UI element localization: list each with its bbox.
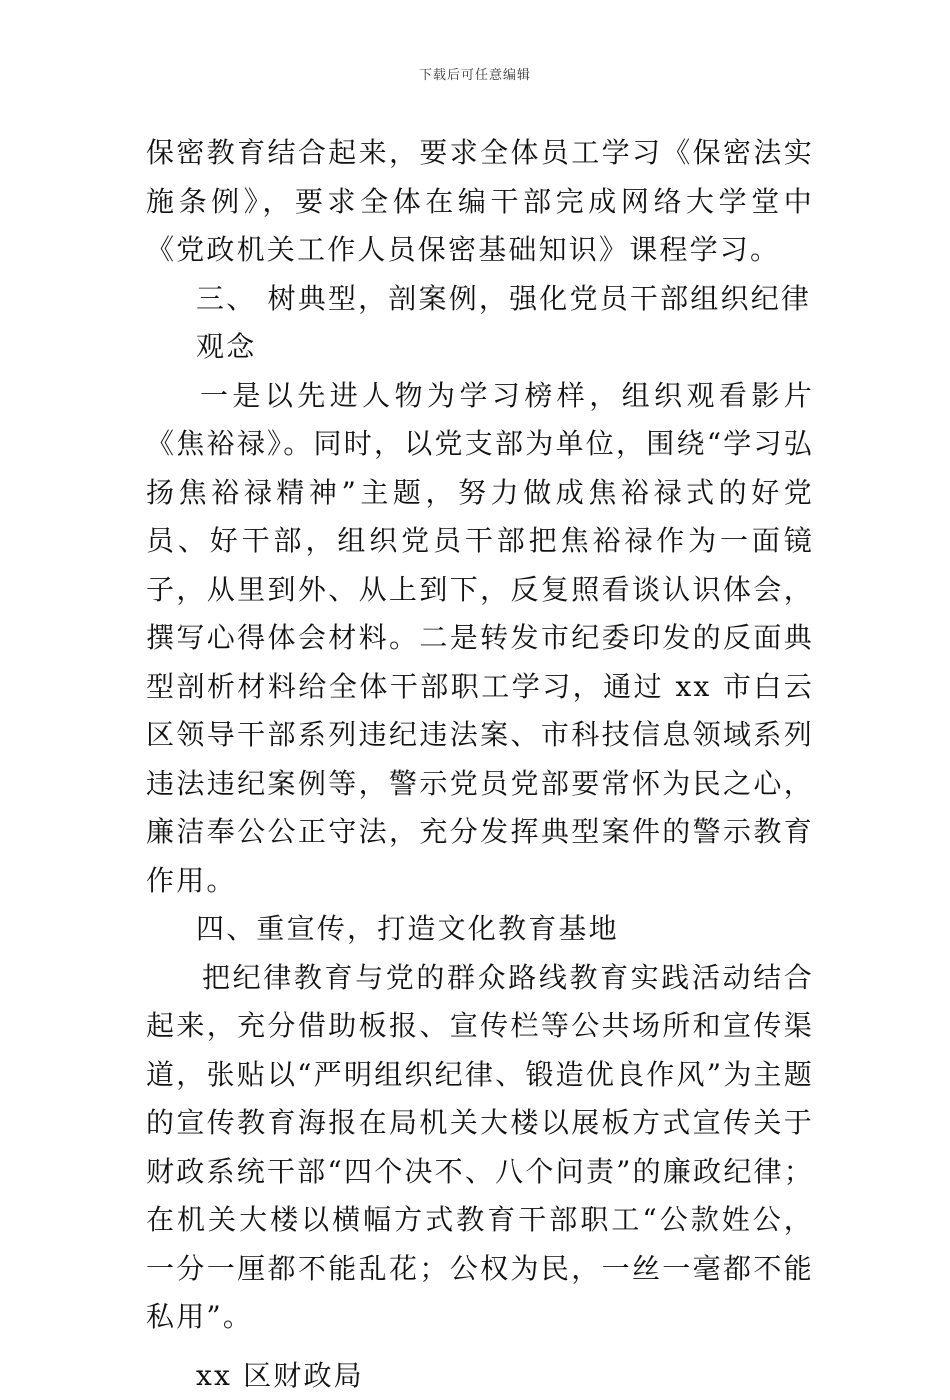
paragraph-confidentiality: 保密教育结合起来，要求全体员工学习《保密法实施条例》，要求全体在编干部完成网络大学堂中《党政机关工作人员保密基础知识》课程学习。 xyxy=(146,129,814,275)
section-heading-three: 三、 树典型，剖案例，强化党员干部组织纪律观念 xyxy=(146,275,814,372)
signature: xx 区财政局 xyxy=(146,1352,814,1400)
paragraph-publicity: 把纪律教育与党的群众路线教育实践活动结合起来，充分借助板报、宣传栏等公共场所和宣传渠道，张贴以“严明组织纪律、锻造优良作风”为主题的宣传教育海报在局机关大楼以展板方式宣传关于财政系统干部“四个决不、八个问责”的廉政纪律；在机关大楼以横幅方式教育干部职工“公款姓公，一分一厘都不能乱花；公权为民，一丝一毫都不能私用”。 xyxy=(146,954,814,1342)
section-heading-four: 四、重宣传，打造文化教育基地 xyxy=(146,905,814,954)
document-body xyxy=(146,129,814,1400)
page-header: 下载后可任意编辑 xyxy=(0,64,950,83)
paragraph-role-models: 一是以先进人物为学习榜样，组织观看影片《焦裕禄》。同时，以党支部为单位，围绕“学习弘扬焦裕禄精神”主题，努力做成焦裕禄式的好党员、好干部，组织党员干部把焦裕禄作为一面镜子，从里到外、从上到下，反复照看谈认识体会，撰写心得体会材料。二是转发市纪委印发的反面典型剖析材料给全体干部职工学习，通过 xx 市白云区领导干部系列违纪违法案、市科技信息领域系列违法违纪案例等，警示党员党部要常怀为民之心，廉洁奉公公正守法，充分发挥典型案件的警示教育作用。 xyxy=(146,372,814,906)
